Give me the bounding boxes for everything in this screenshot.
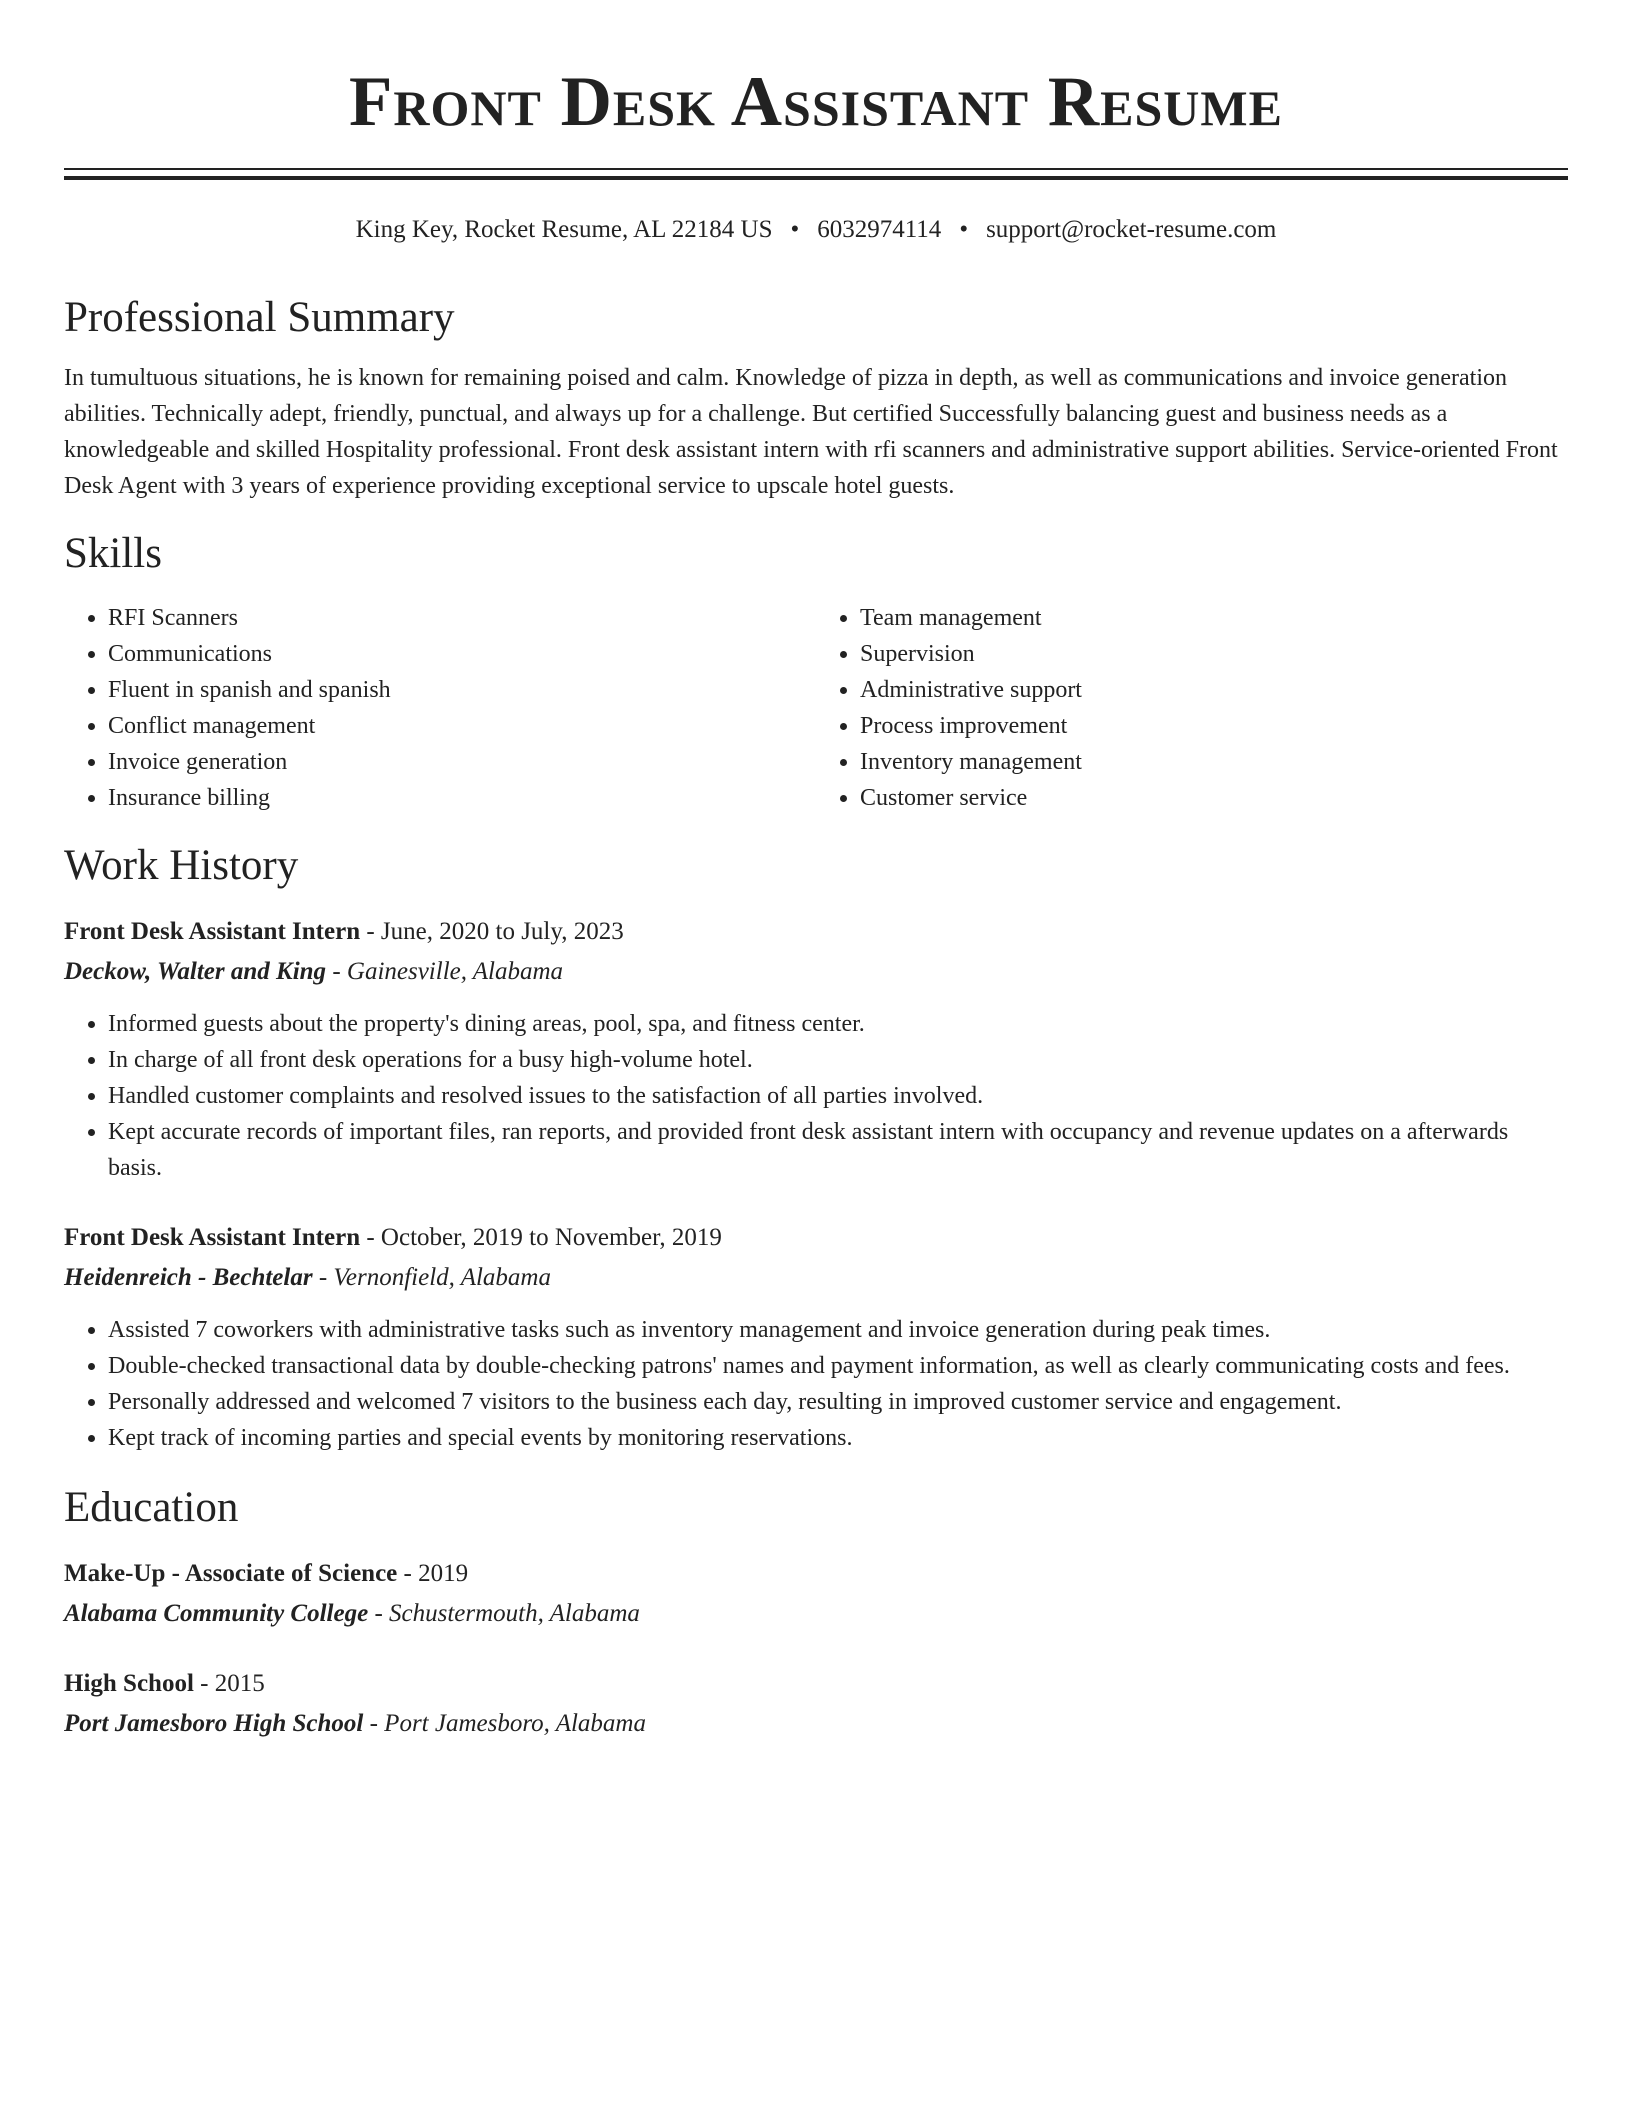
skill-item: • Process improvement xyxy=(860,708,1568,744)
work-history-heading: Work History xyxy=(64,842,299,889)
contact-address: King Key, Rocket Resume, AL 22184 US xyxy=(355,216,773,243)
school-line xyxy=(64,1706,1568,1742)
contact-email: support@rocket-resume.com xyxy=(986,216,1277,243)
company-location: - Gainesville, Alabama xyxy=(326,958,564,985)
skill-item: • Invoice generation xyxy=(108,744,816,780)
contact-separator: • xyxy=(790,216,800,243)
title-divider xyxy=(64,168,1568,180)
company-name: Heidenreich - Bechtelar xyxy=(64,1264,313,1291)
job-bullet: • Kept track of incoming parties and special events by monitoring reservations. xyxy=(108,1420,1568,1456)
job-bullet: • Handled customer complaints and resolved issues to the satisfaction of all parties involved. xyxy=(108,1078,1568,1114)
job-bullet: • Assisted 7 coworkers with administrative tasks such as inventory management and invoice generation during peak times. xyxy=(108,1312,1568,1348)
company-name: Deckow, Walter and King xyxy=(64,958,327,985)
summary-heading: Professional Summary xyxy=(64,294,455,341)
skill-item: • Inventory management xyxy=(860,744,1568,780)
job-dates: - October, 2019 to November, 2019 xyxy=(360,1224,722,1251)
company-location: - Vernonfield, Alabama xyxy=(312,1264,551,1291)
skill-item: • Insurance billing xyxy=(108,780,816,816)
job-title-line xyxy=(64,1220,1568,1256)
skills-column-left xyxy=(64,600,816,816)
skills-heading: Skills xyxy=(64,530,162,577)
skill-item: • Supervision xyxy=(860,636,1568,672)
contact-line xyxy=(64,214,1568,246)
divider-thin-line xyxy=(64,168,1568,170)
job-entry xyxy=(64,1220,1568,1456)
company-line xyxy=(64,1260,1568,1296)
contact-separator: • xyxy=(959,216,969,243)
skill-item: • Communications xyxy=(108,636,816,672)
company-line xyxy=(64,954,1568,990)
skills-column-right xyxy=(816,600,1568,816)
job-entry xyxy=(64,914,1568,1186)
job-title: Front Desk Assistant Intern xyxy=(64,918,361,945)
education-entry xyxy=(64,1556,1568,1632)
skills-list xyxy=(64,600,1568,816)
degree-name: High School xyxy=(64,1670,194,1697)
job-bullet: • Informed guests about the property's dining areas, pool, spa, and fitness center. xyxy=(108,1006,1568,1042)
job-dates: - June, 2020 to July, 2023 xyxy=(360,918,624,945)
job-bullet: • Kept accurate records of important files, ran reports, and provided front desk assistant intern with occupancy and revenue updates on a afterwards basis. xyxy=(108,1114,1568,1186)
skill-item: • Administrative support xyxy=(860,672,1568,708)
job-title: Front Desk Assistant Intern xyxy=(64,1224,361,1251)
school-location: - Schustermouth, Alabama xyxy=(368,1600,640,1627)
job-bullet: • Personally addressed and welcomed 7 visitors to the business each day, resulting in improved customer service and engagement. xyxy=(108,1384,1568,1420)
school-location: - Port Jamesboro, Alabama xyxy=(363,1710,646,1737)
school-name: Alabama Community College xyxy=(64,1600,369,1627)
divider-thick-line xyxy=(64,176,1568,180)
school-name: Port Jamesboro High School xyxy=(64,1710,364,1737)
school-line xyxy=(64,1596,1568,1632)
education-entry xyxy=(64,1666,1568,1742)
education-heading: Education xyxy=(64,1484,239,1531)
summary-text: In tumultuous situations, he is known for remaining poised and calm. Knowledge of pizza in depth, as well as communications and invoice generation abilities. Technically adept, friendly, punctual, and always up for a challenge. But certified Successfully balancing guest and business needs as a knowledgeable and skilled Hospitality professional. Front desk assistant intern with rfi scanners and administrative support abilities. Service-oriented Front Desk Agent with 3 years of experience providing exceptional service to upscale hotel guests. xyxy=(64,365,1558,499)
degree-year: - 2019 xyxy=(397,1560,469,1587)
skill-item: • Conflict management xyxy=(108,708,816,744)
degree-name: Make-Up - Associate of Science xyxy=(64,1560,398,1587)
skill-item: • Team management xyxy=(860,600,1568,636)
skill-item: • Fluent in spanish and spanish xyxy=(108,672,816,708)
degree-year: - 2015 xyxy=(193,1670,265,1697)
contact-phone: 6032974114 xyxy=(817,216,942,243)
skill-item: • RFI Scanners xyxy=(108,600,816,636)
degree-line xyxy=(64,1556,1568,1592)
degree-line xyxy=(64,1666,1568,1702)
job-bullets xyxy=(64,1006,1568,1186)
job-bullet: • Double-checked transactional data by double-checking patrons' names and payment information, as well as clearly communicating costs and fees. xyxy=(108,1348,1568,1384)
skill-item: • Customer service xyxy=(860,780,1568,816)
resume-title: Front Desk Assistant Resume xyxy=(349,63,1283,141)
job-bullets xyxy=(64,1312,1568,1456)
job-title-line xyxy=(64,914,1568,950)
job-bullet: • In charge of all front desk operations for a busy high-volume hotel. xyxy=(108,1042,1568,1078)
